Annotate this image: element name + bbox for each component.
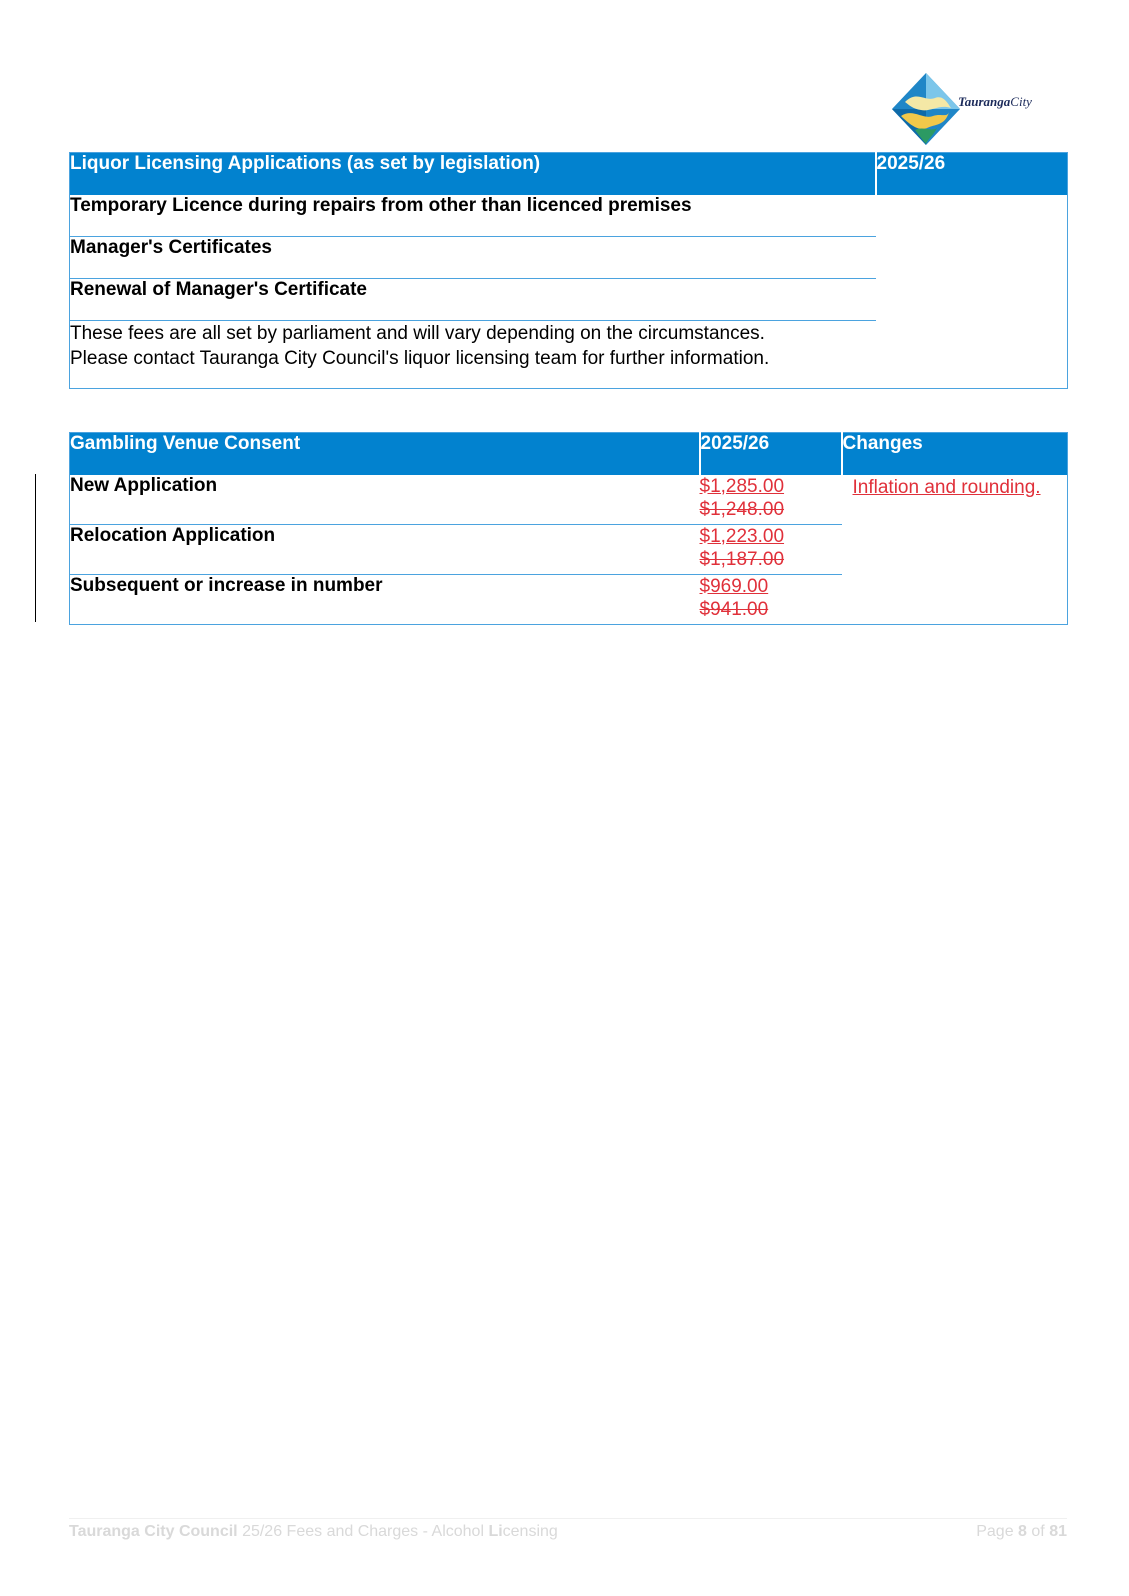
liquor-row-fee	[876, 195, 1068, 237]
liquor-note-line-1: These fees are all set by parliament and will vary depending on the circumstances.	[70, 323, 765, 344]
gambling-row-label: New Application	[70, 475, 700, 525]
table-row	[70, 279, 1068, 321]
new-fee: $1,285.00	[699, 475, 785, 497]
gambling-table-changes-header: Changes	[842, 433, 1068, 475]
gambling-row-fee	[700, 574, 842, 624]
gambling-row-label: Relocation Application	[70, 524, 700, 574]
footer-page-label: Page	[976, 1523, 1014, 1540]
liquor-row-label: Temporary Licence during repairs from other than licenced premises	[70, 195, 876, 237]
table-header-row	[70, 153, 1068, 195]
old-fee: $1,248.00	[699, 498, 785, 520]
liquor-row-label: Manager's Certificates	[70, 237, 876, 279]
liquor-note-fee	[876, 321, 1068, 389]
liquor-row-fee	[876, 279, 1068, 321]
table-header-row	[70, 433, 1068, 475]
old-fee: $1,187.00	[699, 548, 785, 570]
new-fee: $969.00	[699, 575, 769, 597]
liquor-row-label: Renewal of Manager's Certificate	[70, 279, 876, 321]
table-row	[70, 237, 1068, 279]
liquor-licensing-table	[69, 152, 1068, 389]
gambling-row-label: Subsequent or increase in number	[70, 574, 383, 596]
logo-diamond-icon	[891, 72, 961, 146]
revision-change-bar	[35, 474, 36, 622]
footer-total-pages: 81	[1049, 1523, 1067, 1540]
gambling-row-fee	[700, 524, 842, 574]
new-fee: $1,223.00	[699, 525, 785, 547]
old-fee: $941.00	[699, 598, 769, 620]
change-note: Inflation and rounding.	[852, 476, 1041, 498]
liquor-table-title: Liquor Licensing Applications (as set by legislation)	[70, 153, 876, 195]
logo-name-light: City	[1010, 94, 1032, 109]
footer-doc-bold: Li	[488, 1523, 503, 1540]
logo-name-bold: Tauranga	[958, 94, 1011, 109]
footer-rule	[69, 1518, 1067, 1519]
gambling-venue-consent-table	[69, 432, 1068, 625]
table-row	[70, 475, 1068, 525]
liquor-note-line-2: Please contact Tauranga City Council's liquor licensing team for further information.	[70, 348, 770, 369]
footer-page-number	[976, 1523, 1067, 1541]
liquor-table-note	[70, 321, 876, 389]
gambling-table-year-header: 2025/26	[700, 433, 842, 475]
footer-org: Tauranga City Council	[69, 1523, 238, 1540]
liquor-row-fee	[876, 237, 1068, 279]
footer-page-num: 8	[1018, 1523, 1027, 1540]
footer-doc-post: censing	[502, 1523, 558, 1540]
liquor-table-year-header: 2025/26	[876, 153, 1068, 195]
gambling-changes-cell	[842, 475, 1068, 625]
table-row	[70, 321, 1068, 389]
footer-document-title	[69, 1523, 558, 1541]
table-row	[70, 195, 1068, 237]
gambling-table-title: Gambling Venue Consent	[70, 433, 700, 475]
logo-wordmark	[958, 94, 1032, 110]
footer-of-label: of	[1031, 1523, 1045, 1540]
gambling-row-fee	[700, 475, 842, 525]
footer-doc-pre: 25/26 Fees and Charges - Alcohol	[242, 1523, 489, 1540]
tauranga-city-logo	[891, 72, 1061, 146]
